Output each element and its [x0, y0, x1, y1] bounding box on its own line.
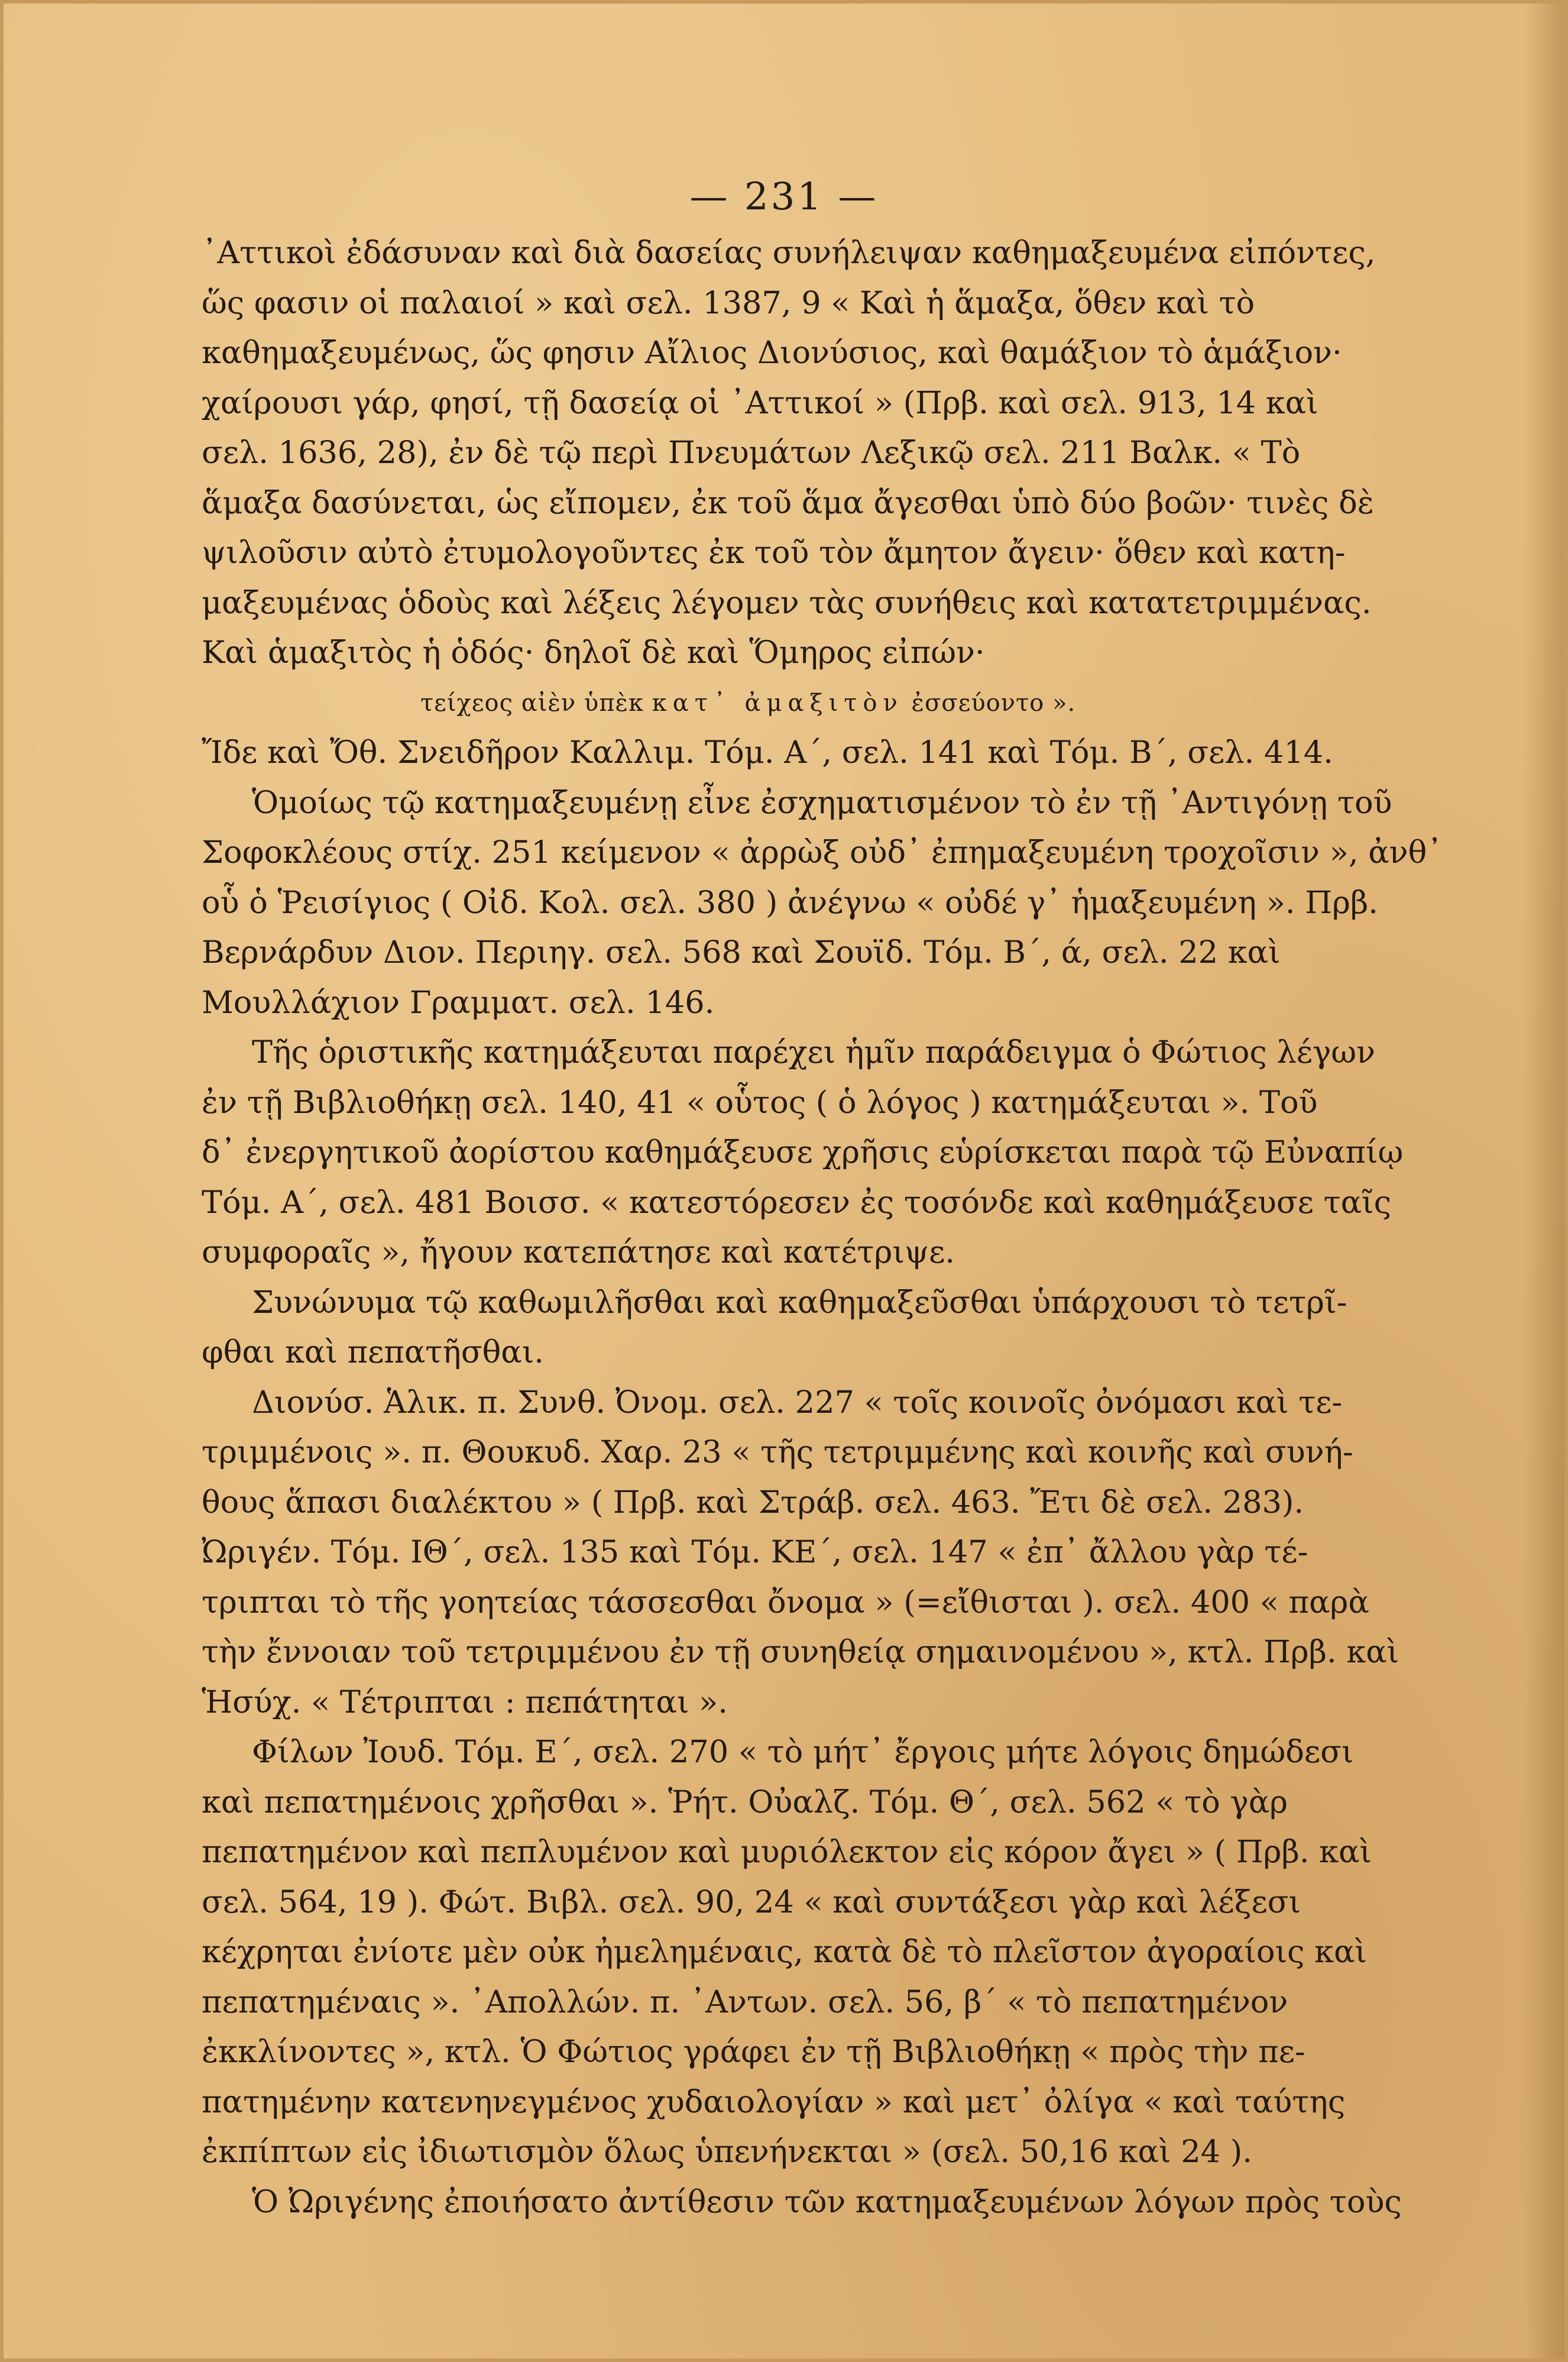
- text-line: Τόμ. Α΄, σελ. 481 Βοισσ. « κατεστόρεσεν ἐς τοσόνδε καὶ καθημάξευσε ταῖς: [202, 1184, 1392, 1221]
- text-line: πατημένην κατενηνεγμένος χυδαιολογίαν » καὶ μετ᾿ ὀλίγα « καὶ ταύτης: [202, 2083, 1346, 2120]
- text-line: φθαι καὶ πεπατῆσθαι.: [202, 1334, 544, 1370]
- text-line: μαξευμένας ὁδοὺς καὶ λέξεις λέγομεν τὰς συνήθεις καὶ κατατετριμμένας.: [202, 584, 1372, 621]
- text-line: συμφοραῖς », ἤγουν κατεπάτησε καὶ κατέτριψε.: [202, 1234, 955, 1270]
- text-line: οὗ ὁ Ῥεισίγιος ( Οἰδ. Κολ. σελ. 380 ) ἀνέγνω « οὐδέ γ᾿ ἡμαξευμένη ». Πρβ.: [202, 884, 1378, 921]
- page-number: — 231 —: [689, 175, 879, 219]
- text-line: τριπται τὸ τῆς γοητείας τάσσεσθαι ὄνομα » (=εἴθισται ). σελ. 400 « παρὰ: [202, 1584, 1369, 1620]
- text-line: Ὠριγέν. Τόμ. ΙΘ΄, σελ. 135 καὶ Τόμ. ΚΕ΄, σελ. 147 « ἐπ᾿ ἄλλου γὰρ τέ-: [202, 1534, 1308, 1570]
- text-line: Σοφοκλέους στίχ. 251 κείμενον « ἀρρὼξ οὐδ᾿ ἐπημαξευμένη τροχοῖσιν », ἀνθ᾿: [202, 834, 1443, 871]
- text-line: ἐκπίπτων εἰς ἰδιωτισμὸν ὅλως ὑπενήνεκται » (σελ. 50,16 καὶ 24 ).: [202, 2134, 1252, 2170]
- text-line: ἐν τῇ Βιβλιοθήκῃ σελ. 140, 41 « οὗτος ( ὁ λόγος ) κατημάξευται ». Τοῦ: [202, 1084, 1318, 1121]
- quote-segment: τείχεος αἰὲν ὑπὲκ: [420, 689, 644, 717]
- text-line: σελ. 1636, 28), ἐν δὲ τῷ περὶ Πνευμάτων Λεξικῷ σελ. 211 Βαλκ. « Τὸ: [202, 435, 1301, 471]
- page-edge-shadow: [1523, 4, 1564, 2358]
- text-line: τριμμένοις ». π. Θουκυδ. Χαρ. 23 « τῆς τετριμμένης καὶ κοινῆς καὶ συνή-: [202, 1434, 1353, 1470]
- text-line: Ὁ Ὠριγένης ἐποιήσατο ἀντίθεσιν τῶν κατημαξευμένων λόγων πρὸς τοὺς: [252, 2183, 1402, 2220]
- body-text: [202, 228, 1443, 2227]
- text-line: πεπατημένον καὶ πεπλυμένον καὶ μυριόλεκτον εἰς κόρον ἄγει » ( Πρβ. καὶ: [202, 1834, 1372, 1870]
- text-line: Φίλων Ἰουδ. Τόμ. Ε΄, σελ. 270 « τὸ μήτ᾿ ἔργοις μήτε λόγοις δημώδεσι: [252, 1734, 1354, 1770]
- text-line: ἐκκλίνοντες », κτλ. Ὁ Φώτιος γράφει ἐν τῇ Βιβλιοθήκῃ « πρὸς τὴν πε-: [202, 2034, 1305, 2070]
- text-line: Ἡσύχ. « Τέτριπται : πεπάτηται ».: [202, 1684, 728, 1720]
- text-line: Ἴδε καὶ Ὄθ. Σνειδῆρον Καλλιμ. Τόμ. Α΄, σελ. 141 καὶ Τόμ. Β΄, σελ. 414.: [202, 735, 1333, 771]
- text-line: χαίρουσι γάρ, φησί, τῇ δασείᾳ οἱ ᾿Αττικοί » (Πρβ. καὶ σελ. 913, 14 καὶ: [202, 384, 1318, 421]
- homer-quote-line: [202, 678, 1227, 729]
- text-line: Μουλλάχιον Γραμματ. σελ. 146.: [202, 984, 715, 1021]
- text-line: ἅμαξα δασύνεται, ὡς εἴπομεν, ἐκ τοῦ ἅμα ἄγεσθαι ὑπὸ δύο βοῶν· τινὲς δὲ: [202, 484, 1374, 521]
- text-line: σελ. 564, 19 ). Φώτ. Βιβλ. σελ. 90, 24 « καὶ συντάξεσι γὰρ καὶ λέξεσι: [202, 1884, 1301, 1920]
- text-line: καὶ πεπατημένοις χρῆσθαι ». Ῥήτ. Οὐαλζ. Τόμ. Θ΄, σελ. 562 « τὸ γὰρ: [202, 1784, 1288, 1820]
- text-line: ᾿Αττικοὶ ἐδάσυναν καὶ διὰ δασείας συνήλειψαν καθημαξευμένα εἰπόντες,: [202, 235, 1376, 271]
- text-line: Ὁμοίως τῷ κατημαξευμένῃ εἶνε ἐσχηματισμένον τὸ ἐν τῇ ᾿Αντιγόνῃ τοῦ: [252, 784, 1392, 821]
- quote-segment: ἐσσεύοντο ».: [911, 689, 1076, 717]
- text-line: Βερνάρδυν Διον. Περιηγ. σελ. 568 καὶ Σουϊδ. Τόμ. Β΄, ά, σελ. 22 καὶ: [202, 934, 1281, 970]
- text-line: Συνώνυμα τῷ καθωμιλῆσθαι καὶ καθημαξεῦσθαι ὑπάρχουσι τὸ τετρῖ-: [252, 1284, 1347, 1321]
- text-line: Καὶ ἁμαξιτὸς ἡ ὁδός· δηλοῖ δὲ καὶ Ὅμηρος εἰπών·: [202, 635, 985, 671]
- text-line: δ᾿ ἐνεργητικοῦ ἀορίστου καθημάξευσε χρῆσις εὑρίσκεται παρὰ τῷ Εὐναπίῳ: [202, 1134, 1404, 1170]
- text-line: κέχρηται ἐνίοτε μὲν οὐκ ἠμελημέναις, κατὰ δὲ τὸ πλεῖστον ἀγοραίοις καὶ: [202, 1934, 1367, 1970]
- text-line: καθημαξευμένως, ὥς φησιν Αἴλιος Διονύσιος, καὶ θαμάξιον τὸ ἁμάξιον·: [202, 335, 1342, 371]
- text-line: Διονύσ. Ἁλικ. π. Συνθ. Ὀνομ. σελ. 227 « τοῖς κοινοῖς ὀνόμασι καὶ τε-: [252, 1384, 1343, 1421]
- text-line: Τῆς ὁριστικῆς κατημάξευται παρέχει ἡμῖν παράδειγμα ὁ Φώτιος λέγων: [252, 1034, 1375, 1070]
- text-line: πεπατημέναις ». ᾿Απολλών. π. ᾿Αντων. σελ. 56, β΄ « τὸ πεπατημένον: [202, 1984, 1288, 2020]
- text-line: ὥς φασιν οἱ παλαιοί » καὶ σελ. 1387, 9 « Καὶ ἡ ἅμαξα, ὅθεν καὶ τὸ: [202, 284, 1255, 321]
- text-line: τὴν ἔννοιαν τοῦ τετριμμένου ἐν τῇ συνηθείᾳ σημαινομένου », κτλ. Πρβ. καὶ: [202, 1634, 1399, 1670]
- quote-segment: κατ᾿ ἀμαξιτὸν: [652, 689, 903, 717]
- text-line: ψιλοῦσιν αὐτὸ ἐτυμολογοῦντες ἐκ τοῦ τὸν ἄμητον ἄγειν· ὅθεν καὶ κατη-: [202, 535, 1346, 571]
- text-line: θους ἅπασι διαλέκτου » ( Πρβ. καὶ Στράβ. σελ. 463. Ἔτι δὲ σελ. 283).: [202, 1484, 1304, 1520]
